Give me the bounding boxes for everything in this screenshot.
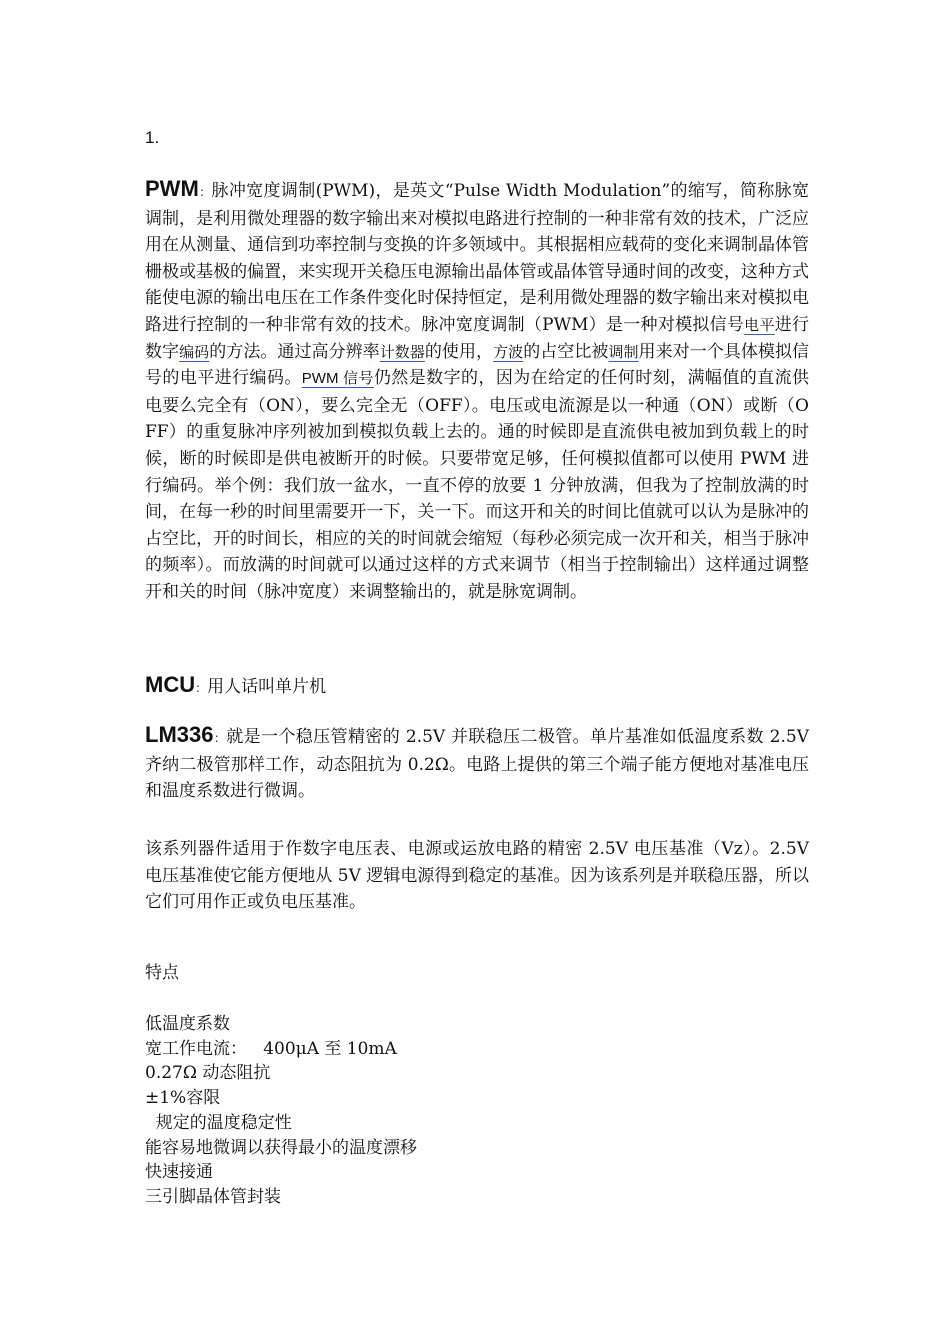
link-fangbo[interactable]: 方波	[493, 342, 524, 361]
feature-item: 低温度系数	[145, 1014, 230, 1034]
lm336-text: 就是一个稳压管精密的 2.5V 并联稳压二极管。单片基准如低温度系数 2.5V 齐纳二极管那样工作，动态阻抗为 0.2Ω。电路上提供的第三个端子能方便地对基准电压和温度系数进行微调。	[145, 727, 809, 802]
feature-item: 0.27Ω 动态阻抗	[145, 1063, 271, 1084]
item-number: 1.	[145, 128, 160, 147]
features-heading: 特点	[145, 963, 179, 983]
lm336-term: LM336	[145, 722, 214, 747]
link-pwm-signal[interactable]: PWM 信号	[301, 370, 374, 388]
series-paragraph: 该系列器件适用于作数字电压表、电源或运放电路的精密 2.5V 电压基准（Vz）。2.5V 电压基准使它能方便地从 5V 逻辑电源得到稳定的基准。因为该系列是并联稳压器，所以它们可用作正或负电压基准。	[145, 839, 809, 913]
link-jishuqi[interactable]: 计数器	[379, 342, 425, 361]
pwm-text-7: 仍然是数字的，因为在给定的任何时刻，满幅值的直流供电要么完全有（ON），要么完全无（OFF）。电压或电流源是以一种通（ON）或断（OFF）的重复脉冲序列被加到模拟负载上去的。通的时候即是直流供电被加到负载上的时候，断的时候即是供电被断开的时候。只要带宽足够，任何模拟值都可以使用 PWM 进行编码。举个例：我们放一盆水，一直不停的放要 1 分钟放满，但我为了控制放满的时间，在每一秒的时间里需要开一下，关一下。而这开和关的时间比值就可以认为是脉冲的占空比，开的时间长，相应的关的时间就会缩短（每秒必须完成一次开和关，相当于脉冲的频率）。而放满的时间就可以通过这样的方式来调节（相当于控制输出）这样通过调整开和关的时间（脉冲宽度）来调整输出的，就是脉宽调制。	[145, 368, 810, 602]
pwm-text-3: 的方法。通过高分辨率	[209, 341, 380, 362]
link-dianping[interactable]: 电平	[744, 315, 775, 334]
pwm-text-6: 用来对一个具体模拟信号的电平进行编码。	[145, 341, 809, 389]
pwm-text-5: 的占空比被	[523, 341, 609, 362]
feature-item: 宽工作电流： 400μA 至 10mA	[145, 1038, 397, 1059]
feature-item: 三引脚晶体管封装	[145, 1186, 281, 1207]
pwm-term: PWM	[145, 176, 199, 201]
link-tiaozhi[interactable]: 调制	[608, 342, 639, 361]
link-bianma[interactable]: 编码	[179, 342, 210, 361]
lm336-paragraph	[145, 722, 809, 805]
pwm-paragraph	[145, 176, 809, 606]
lm336-colon: ：	[213, 731, 227, 745]
mcu-term: MCU	[145, 672, 196, 697]
mcu-paragraph	[145, 672, 809, 702]
feature-item: 快速接通	[145, 1162, 213, 1183]
feature-item: 规定的温度稳定性	[145, 1112, 292, 1133]
pwm-text-2: 进行数字	[145, 314, 809, 362]
feature-item: 能容易地微调以获得最小的温度漂移	[145, 1137, 417, 1158]
feature-item: ±1%容限	[145, 1088, 221, 1109]
pwm-text-1: 脉冲宽度调制(PWM)，是英文“Pulse Width Modulation”的缩写，简称脉宽调制，是利用微处理器的数字输出来对模拟电路进行控制的一种非常有效的技术，广泛应用在从测量、通信到功率控制与变换的许多领域中。其根据相应载荷的变化来调制晶体管栅极或基极的偏置，来实现开关稳压电源输出晶体管或晶体管导通时间的改变，这种方式能使电源的输出电压在工作条件变化时保持恒定，是利用微处理器的数字输出来对模拟电路进行控制的一种非常有效的技术。脉冲宽度调制（PWM）是一种对模拟信号	[145, 181, 809, 335]
mcu-text: 用人话叫单片机	[207, 677, 327, 697]
features-list	[145, 1012, 417, 1210]
pwm-colon: ：	[198, 185, 212, 199]
mcu-colon: ：	[195, 681, 208, 695]
pwm-text-4: 的使用，	[424, 341, 494, 362]
